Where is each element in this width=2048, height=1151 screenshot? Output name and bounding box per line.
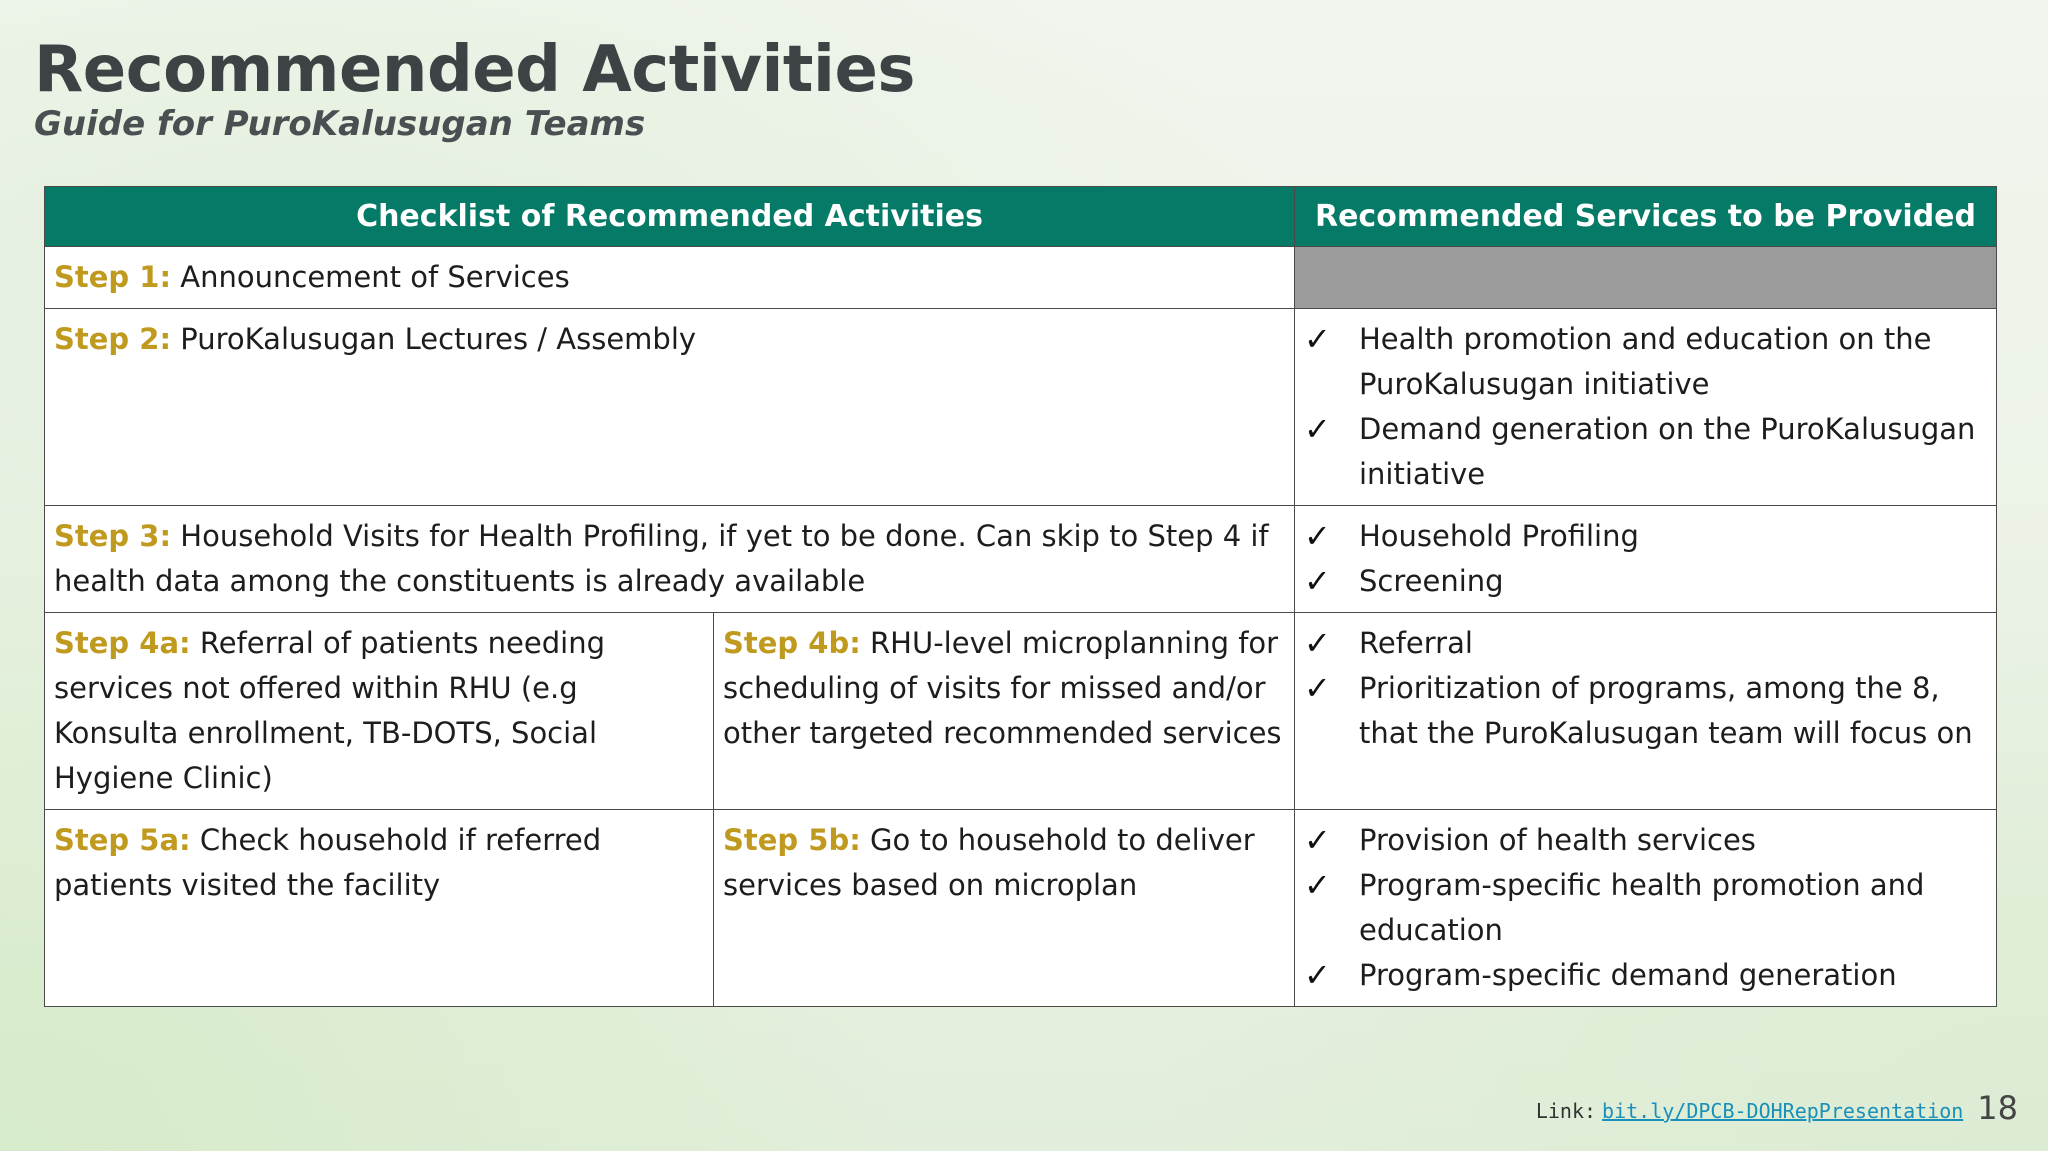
activities-table <box>44 186 1997 1007</box>
step5b-label: Step 5b: <box>723 823 861 857</box>
service-text: Program-specific demand generation <box>1359 958 1897 992</box>
header-checklist: Checklist of Recommended Activities <box>45 187 1295 247</box>
check-icon: ✓ <box>1304 410 1331 448</box>
step1-cell <box>45 247 1295 309</box>
footer <box>1536 1086 2018 1126</box>
list-item <box>1304 317 1987 407</box>
step2-services-list <box>1304 317 1987 497</box>
list-item <box>1304 666 1987 756</box>
list-item <box>1304 863 1987 953</box>
list-item <box>1304 953 1987 998</box>
step4a-text: Referral of patients needing services not offered within RHU (e.g Konsulta enrollment, TB-DOTS, Social Hygiene Clinic) <box>54 626 605 795</box>
step4b-cell <box>714 613 1295 810</box>
step3-text: Household Visits for Health Profiling, if yet to be done. Can skip to Step 4 if health data among the constituents is already available <box>54 519 1269 598</box>
link-label: Link: <box>1535 1099 1597 1123</box>
list-item <box>1304 514 1987 559</box>
step5b-text: Go to household to deliver services based on microplan <box>723 823 1255 902</box>
service-text: Demand generation on the PuroKalusugan initiative <box>1359 412 1976 491</box>
check-icon: ✓ <box>1304 320 1331 358</box>
service-text: Household Profiling <box>1359 519 1639 553</box>
table-row-step5 <box>45 810 1997 1007</box>
step2-label: Step 2: <box>54 322 172 356</box>
page-number: 18 <box>1977 1089 2018 1127</box>
step5-services-list <box>1304 818 1987 998</box>
step2-text: PuroKalusugan Lectures / Assembly <box>180 322 697 356</box>
step3-label: Step 3: <box>54 519 172 553</box>
step2-services-cell <box>1295 309 1997 506</box>
check-icon: ✓ <box>1304 956 1331 994</box>
step5b-cell <box>714 810 1295 1007</box>
table-header-row <box>45 187 1997 247</box>
page-subtitle: Guide for PuroKalusugan Teams <box>34 104 646 144</box>
step4a-label: Step 4a: <box>54 626 191 660</box>
presentation-link[interactable]: bit.ly/DPCB-DOHRepPresentation <box>1602 1099 1964 1123</box>
step5a-cell <box>45 810 714 1007</box>
table-row-step2 <box>45 309 1997 506</box>
step2-cell <box>45 309 1295 506</box>
table-row-step3 <box>45 506 1997 613</box>
check-icon: ✓ <box>1304 821 1331 859</box>
page-title: Recommended Activities <box>34 33 915 107</box>
list-item <box>1304 559 1987 604</box>
service-text: Provision of health services <box>1359 823 1756 857</box>
service-text: Health promotion and education on the PuroKalusugan initiative <box>1359 322 1932 401</box>
check-icon: ✓ <box>1304 866 1331 904</box>
step1-label: Step 1: <box>54 260 172 294</box>
check-icon: ✓ <box>1304 562 1331 600</box>
list-item <box>1304 621 1987 666</box>
table-row-step1 <box>45 247 1997 309</box>
step1-services-blank <box>1295 247 1997 309</box>
check-icon: ✓ <box>1304 624 1331 662</box>
step5-services-cell <box>1295 810 1997 1007</box>
step4-services-cell <box>1295 613 1997 810</box>
list-item <box>1304 407 1987 497</box>
step5a-label: Step 5a: <box>54 823 191 857</box>
table-row-step4 <box>45 613 1997 810</box>
step4a-cell <box>45 613 714 810</box>
service-text: Referral <box>1359 626 1473 660</box>
service-text: Program-specific health promotion and education <box>1359 868 1925 947</box>
step3-services-list <box>1304 514 1987 604</box>
step4b-label: Step 4b: <box>723 626 861 660</box>
check-icon: ✓ <box>1304 669 1331 707</box>
header-services: Recommended Services to be Provided <box>1295 187 1997 247</box>
check-icon: ✓ <box>1304 517 1331 555</box>
step1-text: Announcement of Services <box>180 260 570 294</box>
step3-services-cell <box>1295 506 1997 613</box>
step4b-text: RHU-level microplanning for scheduling of visits for missed and/or other targeted recommended services <box>723 626 1282 750</box>
list-item <box>1304 818 1987 863</box>
service-text: Prioritization of programs, among the 8, that the PuroKalusugan team will focus on <box>1359 671 1973 750</box>
step5a-text: Check household if referred patients visited the facility <box>54 823 602 902</box>
service-text: Screening <box>1359 564 1504 598</box>
step4-services-list <box>1304 621 1987 756</box>
step3-cell <box>45 506 1295 613</box>
